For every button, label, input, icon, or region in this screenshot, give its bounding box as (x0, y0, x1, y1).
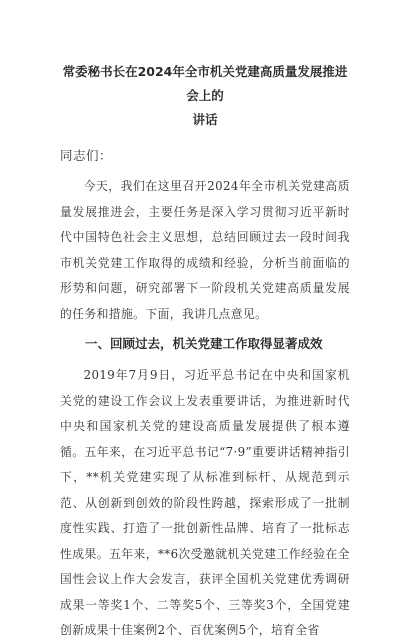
title-line-2: 讲话 (192, 112, 218, 127)
document-title (60, 60, 350, 132)
title-line-1: 常委秘书长在2024年全市机关党建高质量发展推进会上的 (62, 64, 348, 103)
intro-paragraph: 今天，我们在这里召开2024年全市机关党建高质量发展推进会，主要任务是深入学习贯彻习近平新时代中国特色社会主义思想，总结回顾过去一段时间我市机关党建工作取得的成绩和经验，分析当前面临的形势和问题，研究部署下一阶段机关党建高质量发展的任务和措施。下面，我讲几点意见。 (60, 179, 350, 321)
greeting: 同志们： (60, 148, 113, 163)
section-paragraph: 2019年7月9日，习近平总书记在中央和国家机关党的建设工作会议上发表重要讲话，为推进新时代中央和国家机关党的建设高质量发展提供了根本遵循。五年来，在习近平总书记“7·9”重要讲话精神指引下，**机关党建实现了从标准到标杆、从规范到示范、从创新到创效的阶段性跨越，探索形成了一批制度性实践、打造了一批创新性品牌、培育了一批标志性成果。五年来，**6次受邀就机关党建工作经验在全国性会议上作大会发言，获评全国机关党建优秀调研成果一等奖1个、二等奖5个、三等奖3个，全国党建创新成果十佳案例2个、百优案例5个，培育全省 (60, 368, 350, 637)
section-heading: 一、回顾过去，机关党建工作取得显著成效 (85, 336, 323, 351)
